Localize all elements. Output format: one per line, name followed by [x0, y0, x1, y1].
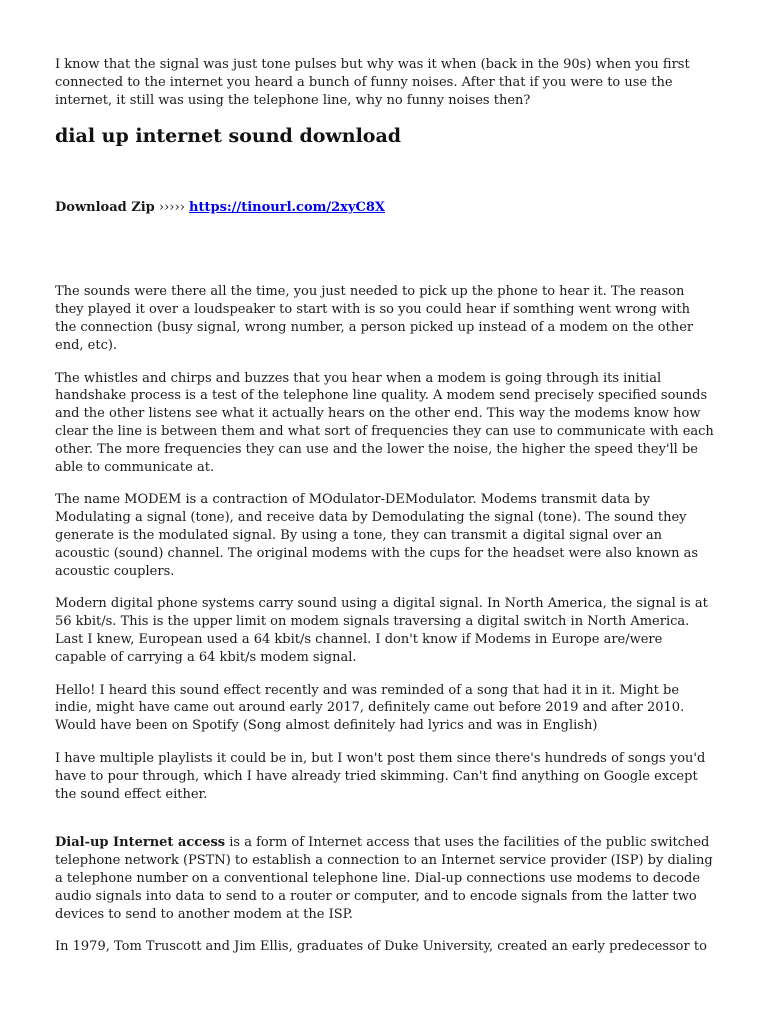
- download-link[interactable]: https://tinourl.com/2xyC8X: [189, 200, 385, 216]
- body-paragraph-5: Hello! I heard this sound effect recently and was reminded of a song that had it in it. Might be indie, might have came out around early 2017, definitely came out before 2019 and after 2010. Would have been on Spotify (Song almost definitely had lyrics and was in English): [55, 682, 685, 734]
- download-label: Download Zip: [55, 200, 155, 216]
- wiki-definition-paragraph: [55, 834, 714, 923]
- body-paragraph-1: The sounds were there all the time, you just needed to pick up the phone to hear it. The reason they played it over a loudspeaker to start with is so you could hear if somthing went wrong with the connection (busy signal, wrong number, a person picked up instead of a modem on the other end, etc).: [55, 284, 694, 353]
- page-title: dial up internet sound download: [55, 125, 402, 148]
- body-paragraph-4: Modern digital phone systems carry sound using a digital signal. In North America, the signal is at 56 kbit/s. This is the upper limit on modem signals traversing a digital switch in North America. Last I knew, European used a 64 kbit/s channel. I don't know if Modems in Europe are/were capable of carrying a 64 kbit/s modem signal.: [55, 596, 708, 665]
- body-paragraph-2: The whistles and chirps and buzzes that you hear when a modem is going through its initial handshake process is a test of the telephone line quality. A modem send precisely specified sounds and the other listens see what it actually hears on the other end. This way the modems know how clear the line is between them and what sort of frequencies they can use to communicate with each other. The more frequencies they can use and the lower the noise, the higher the speed they'll be able to communicate at.: [55, 370, 714, 475]
- wiki-history-paragraph: In 1979, Tom Truscott and Jim Ellis, graduates of Duke University, created an early predecessor to: [55, 939, 707, 955]
- download-line: [55, 199, 714, 217]
- body-paragraph-6: I have multiple playlists it could be in, but I won't post them since there's hundreds of songs you'd have to pour through, which I have already tried skimming. Can't find anything on Google except the sound effect either.: [55, 750, 706, 802]
- wiki-definition: is a form of Internet access that uses the facilities of the public switched telephone network (PSTN) to establish a connection to an Internet service provider (ISP) by dialing a telephone number on a conventional telephone line. Dial-up connections use modems to decode audio signals into data to send to a router or computer, and to encode signals from the latter two devices to send to another modem at the ISP.: [55, 835, 713, 922]
- download-arrows: ›››››: [158, 200, 185, 216]
- wiki-term: Dial-up Internet access: [55, 835, 226, 851]
- section-spacer: [55, 818, 714, 834]
- intro-paragraph: I know that the signal was just tone pulses but why was it when (back in the 90s) when you first connected to the internet you heard a bunch of funny noises. After that if you were to use the internet, it still was using the telephone line, why no funny noises then?: [55, 57, 690, 108]
- body-paragraph-3: The name MODEM is a contraction of MOdulator-DEModulator. Modems transmit data by Modulating a signal (tone), and receive data by Demodulating the signal (tone). The sound they generate is the modulated signal. By using a tone, they can transmit a digital signal over an acoustic (sound) channel. The original modems with the cups for the headset were also known as acoustic couplers.: [55, 492, 699, 579]
